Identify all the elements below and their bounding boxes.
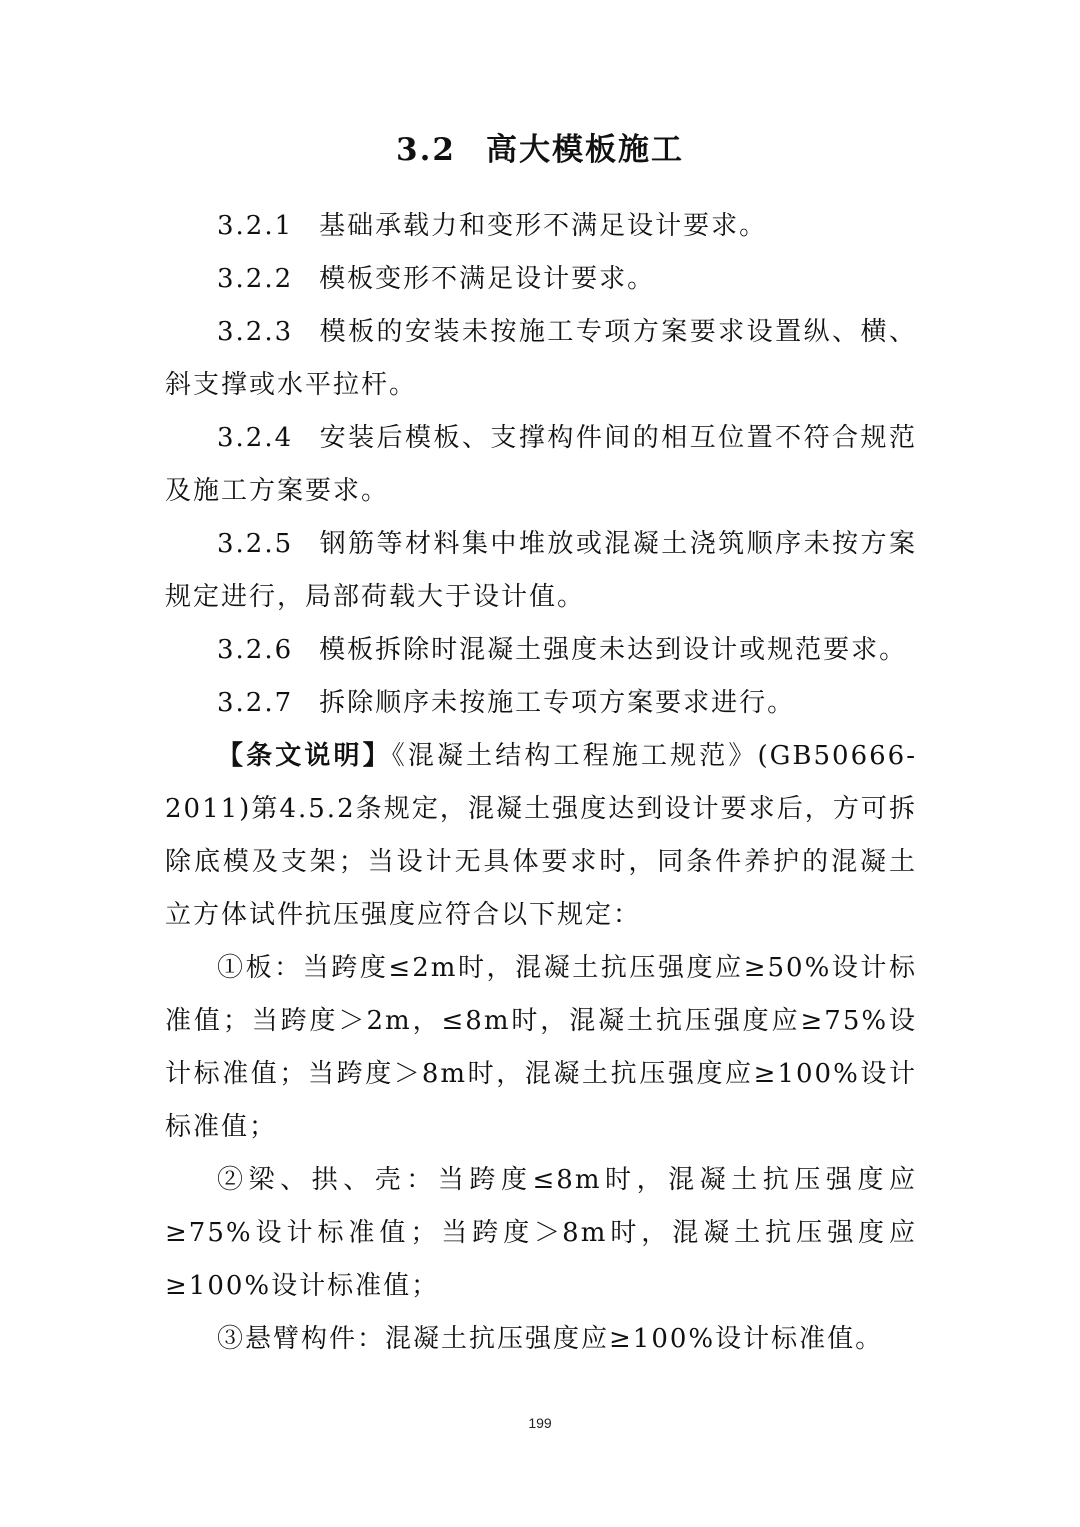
clause-number: 3.2.6 (217, 635, 294, 665)
clause-number: 3.2.2 (217, 264, 294, 294)
clause-number: 3.2.1 (217, 211, 294, 241)
section-title (0, 128, 1080, 172)
page-number: 199 (528, 1415, 552, 1431)
clause-text: 模板的安装未按施工专项方案要求设置纵、横、斜支撑或水平拉杆。 (165, 317, 917, 400)
clause-text: 拆除顺序未按施工专项方案要求进行。 (319, 688, 796, 718)
clause-number: 3.2.5 (217, 529, 294, 559)
note-label: 【条文说明】 (217, 741, 392, 771)
rule-slab: ①板：当跨度≤2m时，混凝土抗压强度应≥50%设计标准值；当跨度＞2m，≤8m时，混凝土抗压强度应≥75%设计标准值；当跨度＞8m时，混凝土抗压强度应≥100%设计标准值； (165, 953, 917, 1142)
rule-cantilever: ③悬臂构件：混凝土抗压强度应≥100%设计标准值。 (217, 1324, 884, 1354)
clause-3-2-5 (165, 518, 917, 624)
clause-3-2-1 (165, 200, 917, 253)
section-number: 3.2 (396, 132, 456, 168)
clause-3-2-7 (165, 677, 917, 730)
clause-3-2-4 (165, 412, 917, 518)
clause-3-2-6 (165, 624, 917, 677)
clause-text: 安装后模板、支撑构件间的相互位置不符合规范及施工方案要求。 (165, 423, 917, 506)
clause-3-2-3 (165, 306, 917, 412)
note-text: 《混凝土结构工程施工规范》(GB50666-2011)第4.5.2条规定，混凝土强度达到设计要求后，方可拆除底模及支架；当设计无具体要求时，同条件养护的混凝土立方体试件抗压强度应符合以下规定： (165, 741, 917, 930)
clause-text: 基础承载力和变形不满足设计要求。 (319, 211, 768, 241)
clause-number: 3.2.7 (217, 688, 294, 718)
section-heading: 高大模板施工 (485, 132, 684, 168)
clause-3-2-2 (165, 253, 917, 306)
rule-beam-arch-shell: ②梁、拱、壳：当跨度≤8m时，混凝土抗压强度应≥75%设计标准值；当跨度＞8m时，混凝土抗压强度应≥100%设计标准值； (165, 1165, 917, 1301)
clause-number: 3.2.4 (217, 423, 294, 453)
clause-note (165, 730, 917, 942)
clause-number: 3.2.3 (217, 317, 294, 347)
clause-text: 模板变形不满足设计要求。 (319, 264, 656, 294)
clause-text: 模板拆除时混凝土强度未达到设计或规范要求。 (319, 635, 908, 665)
document-body (165, 200, 917, 1366)
clause-text: 钢筋等材料集中堆放或混凝土浇筑顺序未按方案规定进行，局部荷载大于设计值。 (165, 529, 917, 612)
